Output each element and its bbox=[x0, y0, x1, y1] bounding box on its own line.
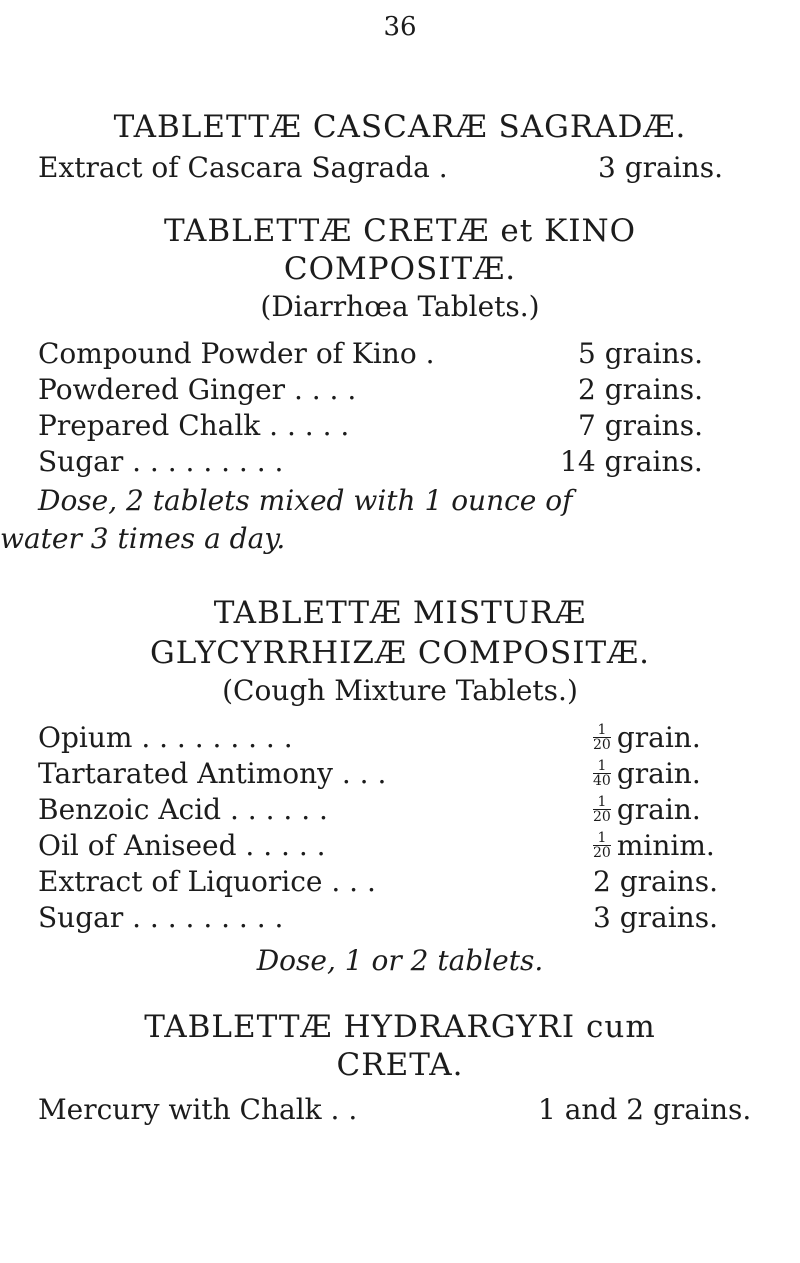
section-subtitle-cough: (Cough Mixture Tablets.) bbox=[222, 674, 578, 707]
ingredient-name: Prepared Chalk . . . . . bbox=[38, 409, 350, 442]
ingredient-quantity: 3 grains. bbox=[598, 151, 723, 184]
section-title-hydrargyri-line1: TABLETTÆ HYDRARGYRI cum bbox=[144, 1009, 656, 1045]
ingredient-row bbox=[38, 756, 763, 792]
ingredient-quantity: $\frac{1}{40}$ grain. bbox=[593, 757, 701, 790]
fraction: $\frac{1}{40}$ bbox=[593, 758, 611, 789]
ingredient-row bbox=[38, 864, 763, 900]
fraction: $\frac{1}{20}$ bbox=[593, 794, 611, 825]
ingredient-quantity: $\frac{1}{20}$ grain. bbox=[593, 793, 701, 826]
ingredient-quantity: 5 grains. bbox=[578, 337, 703, 370]
fraction: $\frac{1}{20}$ bbox=[593, 830, 611, 861]
ingredient-quantity: 2 grains. bbox=[578, 373, 703, 406]
ingredient-name: Extract of Cascara Sagrada . bbox=[38, 151, 448, 184]
section-title-hydrargyri-line2: CRETA. bbox=[336, 1047, 464, 1083]
section-title-cough-line2: GLYCYRRHIZÆ COMPOSITÆ. bbox=[149, 635, 651, 671]
ingredient-row bbox=[38, 900, 763, 936]
ingredient-row bbox=[38, 792, 763, 828]
ingredient-name: Opium . . . . . . . . . bbox=[38, 721, 293, 754]
section-title-creta-kino-line2: COMPOSITÆ. bbox=[283, 251, 517, 287]
ingredient-quantity: $\frac{1}{20}$ minim. bbox=[593, 829, 715, 862]
ingredient-quantity: 14 grains. bbox=[560, 445, 703, 478]
ingredient-name: Mercury with Chalk . . bbox=[38, 1093, 358, 1126]
ingredient-row bbox=[38, 150, 763, 186]
page-number: 36 bbox=[383, 12, 417, 42]
section-title-cough-line1: TABLETTÆ MISTURÆ bbox=[213, 595, 587, 631]
ingredient-name: Benzoic Acid . . . . . . bbox=[38, 793, 328, 826]
ingredient-name: Powdered Ginger . . . . bbox=[38, 373, 357, 406]
ingredient-quantity: $\frac{1}{20}$ grain. bbox=[593, 721, 701, 754]
section-subtitle-diarrhoea: (Diarrhœa Tablets.) bbox=[260, 290, 540, 323]
ingredient-name: Extract of Liquorice . . . bbox=[38, 865, 376, 898]
ingredient-name: Compound Powder of Kino . bbox=[38, 337, 435, 370]
ingredient-quantity: 2 grains. bbox=[593, 865, 718, 898]
ingredient-quantity: 7 grains. bbox=[578, 409, 703, 442]
ingredient-row bbox=[38, 444, 763, 480]
ingredient-quantity: 3 grains. bbox=[593, 901, 718, 934]
section-title-creta-kino-line1: TABLETTÆ CRETÆ et KINO bbox=[163, 213, 637, 249]
ingredient-name: Oil of Aniseed . . . . . bbox=[38, 829, 326, 862]
section-title-cascara: TABLETTÆ CASCARÆ SAGRADÆ. bbox=[113, 109, 687, 145]
ingredient-row bbox=[38, 828, 763, 864]
dose-instruction-line1: Dose, 2 tablets mixed with 1 ounce of bbox=[38, 484, 573, 517]
ingredient-quantity: 1 and 2 grains. bbox=[538, 1093, 752, 1126]
ingredient-name: Tartarated Antimony . . . bbox=[38, 757, 387, 790]
ingredient-row bbox=[38, 408, 763, 444]
ingredient-row bbox=[38, 720, 763, 756]
ingredient-name: Sugar . . . . . . . . . bbox=[38, 901, 284, 934]
ingredient-name: Sugar . . . . . . . . . bbox=[38, 445, 284, 478]
ingredient-row bbox=[38, 336, 763, 372]
ingredient-row bbox=[38, 1092, 763, 1128]
dose-instruction: Dose, 1 or 2 tablets. bbox=[256, 944, 544, 977]
ingredient-row bbox=[38, 372, 763, 408]
fraction: $\frac{1}{20}$ bbox=[593, 722, 611, 753]
